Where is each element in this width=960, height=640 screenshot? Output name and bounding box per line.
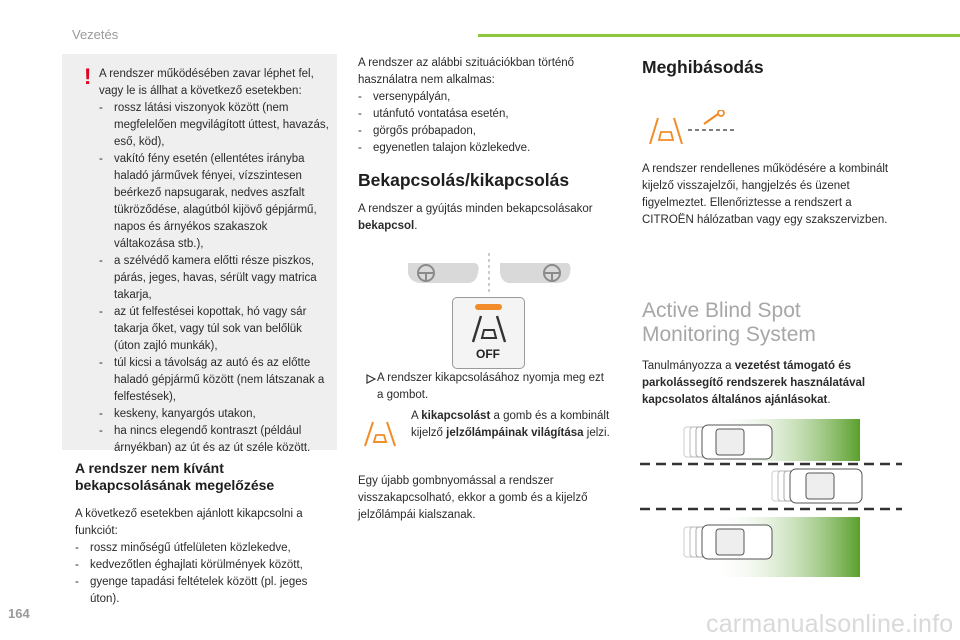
wrench-icon xyxy=(704,110,724,124)
list-item: - versenypályán, xyxy=(358,91,451,103)
warning-list xyxy=(99,100,331,457)
deactivation-text: A kikapcsolást a gomb és a kombinált kijelző jelzőlámpáinak világítása jelzi. xyxy=(411,410,610,439)
list-item: - rossz látási viszonyok között (nem megfelelően megvilágított úttest, havazás, eső, köd), xyxy=(99,102,329,148)
list-item: - utánfutó vontatása esetén, xyxy=(358,108,509,120)
onoff-text: A rendszer a gyújtás minden bekapcsolásakor bekapcsol. xyxy=(358,203,593,232)
button-indicator-led xyxy=(475,304,502,310)
blind-spot-heading: Active Blind Spot Monitoring System xyxy=(642,299,816,346)
list-item: - görgős próbapadon, xyxy=(358,125,476,137)
unsuitable-list xyxy=(358,89,608,157)
steering-wheel-illustration xyxy=(404,253,574,293)
lane-keep-icon xyxy=(471,314,507,344)
fault-heading: Meghibásodás xyxy=(642,57,764,77)
blind-spot-text: Tanulmányozza a vezetést támogató és parkolássegítő rendszerek használatával kapcsolatos általános ajánlásokat. xyxy=(642,360,866,406)
button-off-label: OFF xyxy=(476,347,500,361)
page-number: 164 xyxy=(8,606,30,621)
list-item: - a szélvédő kamera előtti része piszkos, párás, jeges, havas, sérült vagy matrica takarja, xyxy=(99,255,317,301)
list-item: - ha nincs elegendő kontraszt (például árnyékban) az út és az út széle között. xyxy=(99,425,311,454)
fault-warning-icons xyxy=(646,110,736,150)
car-top-upper xyxy=(684,425,772,459)
avoid-heading: A rendszer nem kívánt bekapcsolásának megelőzése xyxy=(75,460,275,493)
car-top-middle xyxy=(772,469,862,503)
header-accent-bar xyxy=(478,34,960,37)
list-item: - keskeny, kanyargós utakon, xyxy=(99,408,256,420)
section-title: Vezetés xyxy=(72,27,119,42)
avoid-intro: A következő esetekben ajánlott kikapcsolni a funkciót: xyxy=(75,508,303,537)
reactivate-text: Egy újabb gombnyomással a rendszer visszakapcsolható, ekkor a gomb és a kijelző jelzőlámpái kialszanak. xyxy=(358,475,588,521)
warning-icon: ! xyxy=(84,64,92,89)
list-item: - kedvezőtlen éghajlati körülmények között, xyxy=(75,559,303,571)
press-instruction: A rendszer kikapcsolásához nyomja meg ezt a gombot. xyxy=(377,372,604,401)
warning-text xyxy=(99,66,331,457)
warning-intro: A rendszer működésében zavar léphet fel, vagy le is állhat a következő esetekben: xyxy=(99,68,314,97)
lane-keeping-off-button xyxy=(452,297,525,369)
list-item: - vakító fény esetén (ellentétes irányba haladó járművek fényei, vízszintesen beérkező napsugarak, nedves aszfalt tükröződése, alagútból kijövő gépjármű, napos és árnyékos szakaszok váltakozása stb.), xyxy=(99,153,317,250)
list-item: - az út felfestései kopottak, hó vagy sár takarja őket, vagy túl sok van belőlük (úton zajló munkák), xyxy=(99,306,307,352)
list-item: - egyenetlen talajon közlekedve. xyxy=(358,142,531,154)
car-top-lower xyxy=(684,525,772,559)
avoid-section xyxy=(75,506,337,608)
blind-spot-illustration xyxy=(640,417,902,585)
onoff-heading: Bekapcsolás/kikapcsolás xyxy=(358,170,570,190)
list-item: - gyenge tapadási feltételek között (pl. jeges úton). xyxy=(75,576,308,605)
avoid-list xyxy=(75,540,337,608)
lane-warning-lamp-icon xyxy=(362,420,398,448)
list-item: - rossz minőségű útfelületen közlekedve, xyxy=(75,542,291,554)
watermark: carmanualsonline.info xyxy=(706,610,954,638)
unsuitable-intro: A rendszer az alábbi szituációkban történő használatra nem alkalmas: xyxy=(358,57,575,86)
fault-text: A rendszer rendellenes működésére a kombinált kijelző visszajelzői, hangjelzés és üzenet figyelmeztet. Ellenőriztesse a rendszert a CITROËN hálózatban vagy egy szakszervizben. xyxy=(642,163,889,226)
unsuitable-section xyxy=(358,55,608,157)
list-item: - túl kicsi a távolság az autó és az előtte haladó gépjármű között (nem látszanak a felfestések), xyxy=(99,357,325,403)
arrow-marker-icon xyxy=(366,374,376,384)
